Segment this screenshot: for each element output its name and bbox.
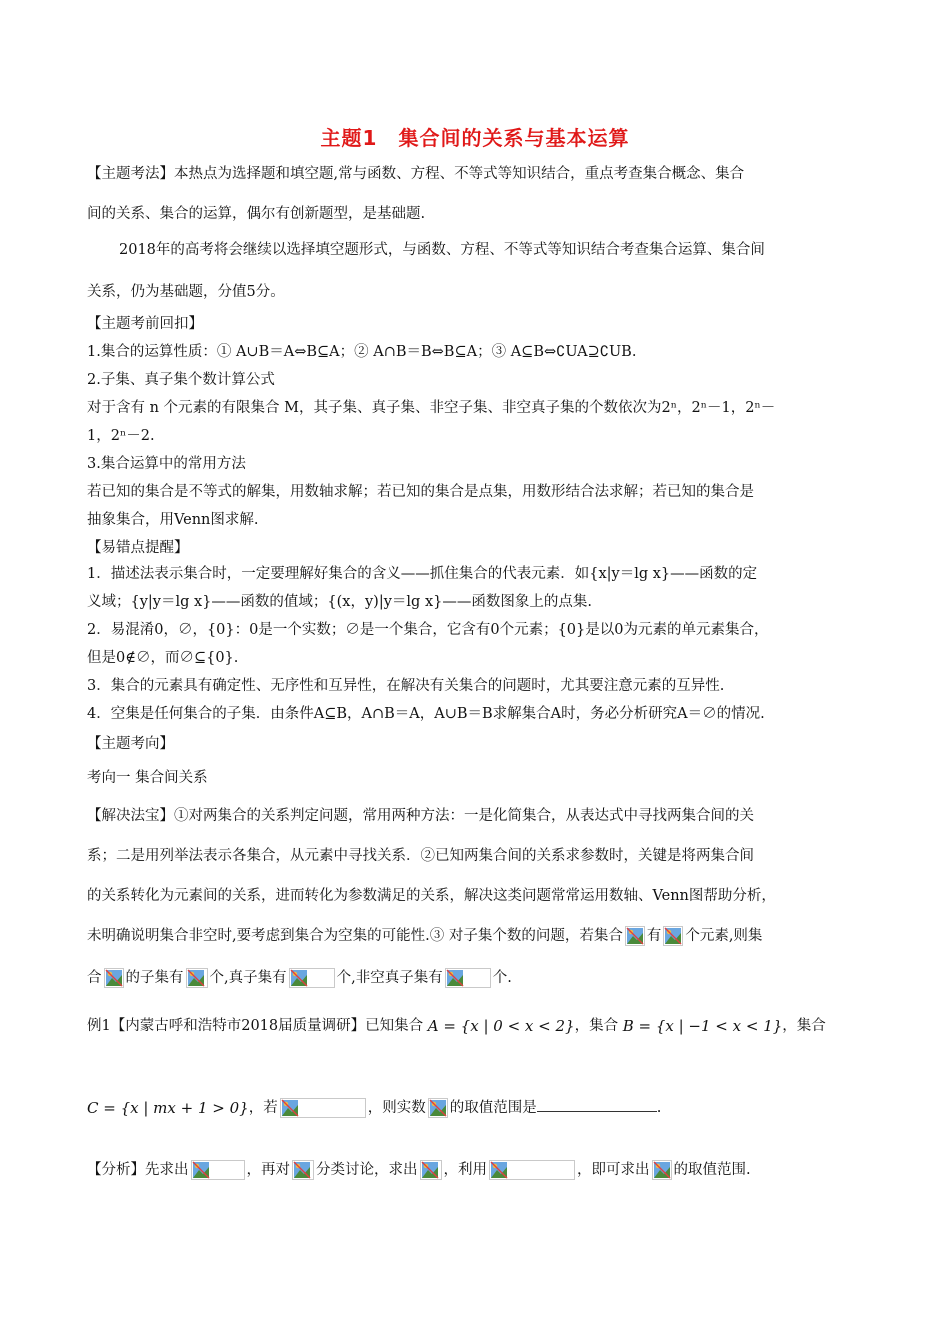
review-line-3: 对于含有 n 个元素的有限集合 M，其子集、真子集、非空子集、非空真子集的个数依次为2ⁿ，2ⁿ－1，2ⁿ－: [87, 400, 776, 416]
method-line-4: 未明确说明集合非空时,要考虑到集合为空集的可能性.③ 对子集个数的问题，若集合 有 个元素,则集: [87, 928, 763, 944]
broken-image-icon: [625, 926, 645, 946]
direction-heading: 【主题考向】: [87, 736, 174, 752]
set-b-formula: B = {x | −1 < x < 1}: [622, 1017, 783, 1035]
mistakes-line-5: 3．集合的元素具有确定性、无序性和互异性，在解决有关集合的问题时，尤其要注意元素的互异性.: [87, 678, 725, 694]
mistakes-line-6: 4．空集是任何集合的子集．由条件A⊆B，A∩B＝A，A∪B＝B求解集合A时，务必分析研究A＝∅的情况.: [87, 706, 765, 722]
intro-line-4: 关系，仍为基础题，分值5分。: [87, 284, 285, 300]
broken-image-icon: [428, 1098, 448, 1118]
broken-image-icon: [186, 968, 208, 988]
set-c-formula: C = {x | mx + 1 > 0}: [87, 1099, 249, 1117]
method-line-1: 【解决法宝】①对两集合的关系判定问题，常用两种方法：一是化简集合，从表达式中寻找两集合间的关: [87, 808, 754, 824]
mistakes-heading: 【易错点提醒】: [87, 540, 189, 556]
mistakes-line-4: 但是0∉∅，而∅⊆{0}.: [87, 650, 239, 666]
mistakes-line-2: 义域；{y|y＝lg x}——函数的值域；{(x，y)|y＝lg x}——函数图象上的点集.: [87, 594, 592, 610]
broken-image-icon: [663, 926, 683, 946]
broken-image-icon: [420, 1160, 442, 1180]
broken-image-icon: [652, 1160, 672, 1180]
review-line-7: 抽象集合，用Venn图求解.: [87, 512, 259, 528]
review-line-6: 若已知的集合是不等式的解集，用数轴求解；若已知的集合是点集，用数形结合法求解；若已知的集合是: [87, 484, 754, 500]
set-a-formula: A = {x | 0 < x < 2}: [427, 1017, 575, 1035]
broken-image-icon: [191, 1160, 245, 1180]
review-heading: 【主题考前回扣】: [87, 316, 203, 332]
example-line-1: 例1【内蒙古呼和浩特市2018届质量调研】已知集合 A = {x | 0 < x < 2}，集合 B = {x | −1 < x < 1}，集合: [87, 1017, 826, 1035]
method-line-2: 系；二是用列举法表示各集合，从元素中寻找关系．②已知两集合间的关系求参数时，关键是将两集合间: [87, 848, 754, 864]
review-line-2: 2.子集、真子集个数计算公式: [87, 372, 275, 388]
review-line-4: 1，2ⁿ－2.: [87, 428, 155, 444]
review-line-5: 3.集合运算中的常用方法: [87, 456, 246, 472]
mistakes-line-3: 2．易混淆0，∅，{0}：0是一个实数；∅是一个集合，它含有0个元素；{0}是以0为元素的单元素集合，: [87, 622, 769, 638]
broken-image-icon: [104, 968, 124, 988]
review-line-1: 1.集合的运算性质：① A∪B＝A⇔B⊆A；② A∩B＝B⇔B⊆A；③ A⊆B⇔∁UA⊇∁UB.: [87, 344, 637, 360]
direction-subheading: 考向一 集合间关系: [87, 770, 208, 786]
intro-line-1: 【主题考法】本热点为选择题和填空题,常与函数、方程、不等式等知识结合，重点考查集合概念、集合: [87, 166, 745, 182]
page-title: 主题1 集合间的关系与基本运算: [320, 126, 630, 150]
broken-image-icon: [280, 1098, 366, 1118]
analysis-line: 【分析】先求出 ，再对 分类讨论，求出 ，利用 ，即可求出 的取值范围.: [87, 1162, 751, 1178]
broken-image-icon: [489, 1160, 575, 1180]
intro-line-2: 间的关系、集合的运算，偶尔有创新题型，是基础题.: [87, 206, 426, 222]
broken-image-icon: [289, 968, 335, 988]
example-line-2: C = {x | mx + 1 > 0}，若 ，则实数 的取值范围是 .: [87, 1099, 662, 1117]
method-line-3: 的关系转化为元素间的关系，进而转化为参数满足的关系，解决这类问题常常运用数轴、Venn图帮助分析，: [87, 888, 776, 904]
broken-image-icon: [445, 968, 491, 988]
method-line-5: 合 的子集有 个,真子集有 个,非空真子集有 个.: [87, 970, 512, 986]
intro-line-3: 2018年的高考将会继续以选择填空题形式，与函数、方程、不等式等知识结合考查集合运算、集合间: [119, 242, 765, 258]
mistakes-line-1: 1．描述法表示集合时，一定要理解好集合的含义——抓住集合的代表元素．如{x|y＝lg x}——函数的定: [87, 566, 758, 582]
answer-blank[interactable]: [537, 1097, 657, 1112]
broken-image-icon: [292, 1160, 314, 1180]
